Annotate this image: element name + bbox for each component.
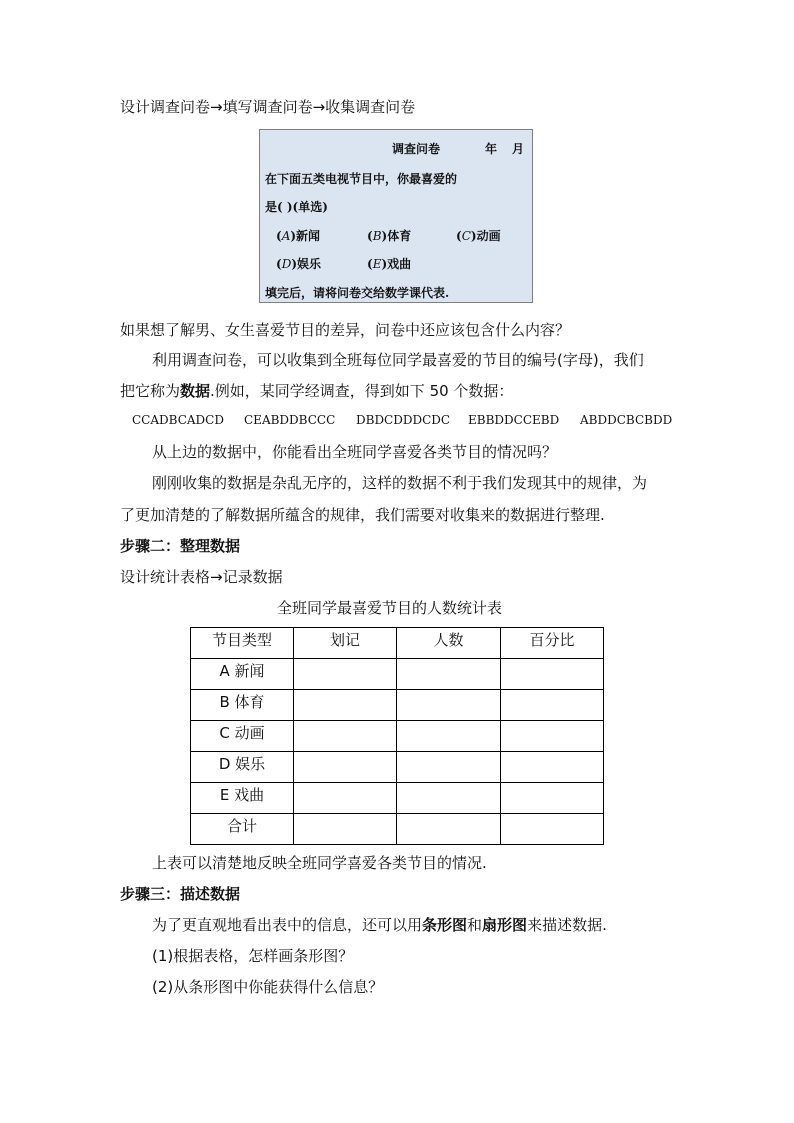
paragraph-3-line-2: 了更加清楚的了解数据所蕴含的规律，我们需要对收集来的数据进行整理. (120, 506, 605, 524)
table-header-cell: 百分比 (501, 628, 604, 659)
table-row (191, 659, 604, 690)
table-row-label: B 体育 (191, 690, 294, 721)
table-cell (397, 659, 501, 690)
flow-survey-steps: 设计调查问卷→填写调查问卷→收集调查问卷 (120, 98, 416, 116)
table-cell (294, 721, 397, 752)
paragraph-3-line-1: 刚刚收集的数据是杂乱无序的，这样的数据不利于我们发现其中的规律，为 (152, 474, 648, 492)
table-cell (501, 783, 604, 814)
table-cell (294, 690, 397, 721)
table-row-label: A 新闻 (191, 659, 294, 690)
table-cell (294, 752, 397, 783)
table-cell (397, 690, 501, 721)
paragraph-4: 为了更直观地看出表中的信息，还可以用条形图和扇形图来描述数据. (152, 916, 607, 934)
table-row-label: C 动画 (191, 721, 294, 752)
table-cell (397, 752, 501, 783)
survey-option-a: (A)新闻 (276, 229, 321, 243)
survey-option-c: (C)动画 (456, 229, 501, 243)
table-cell (294, 659, 397, 690)
survey-option-d: (D)娱乐 (276, 257, 322, 271)
table-row (191, 690, 604, 721)
table-cell (397, 721, 501, 752)
table-row (191, 721, 604, 752)
paragraph-1-line-1: 利用调查问卷，可以收集到全班每位同学最喜爱的节目的编号(字母)，我们 (152, 351, 644, 369)
table-cell (294, 783, 397, 814)
data-group-1: CCADBCADCD (132, 413, 224, 427)
table-row-label: D 娱乐 (191, 752, 294, 783)
table-header-row (191, 628, 604, 659)
table-header-cell: 划记 (294, 628, 397, 659)
data-group-3: DBDCDDDCDC (356, 413, 451, 427)
table-cell (397, 814, 501, 845)
survey-question-line2: 是( )(单选) (265, 200, 328, 214)
survey-title: 调查问卷 (392, 142, 441, 156)
table-cell (501, 721, 604, 752)
survey-month: 月 (512, 142, 525, 156)
table-row (191, 783, 604, 814)
table-header-cell: 节目类型 (191, 628, 294, 659)
table-title: 全班同学最喜爱节目的人数统计表 (277, 599, 503, 617)
survey-footer: 填完后，请将问卷交给数学课代表. (265, 286, 450, 300)
data-group-5: ABDDCBCBDD (580, 413, 673, 427)
step-2-heading: 步骤二：整理数据 (120, 537, 241, 555)
table-row-label: E 戏曲 (191, 783, 294, 814)
paragraph-1-line-2: 把它称为数据.例如，某同学经调查，得到如下 50 个数据： (120, 382, 514, 400)
table-row (191, 814, 604, 845)
table-cell (501, 752, 604, 783)
table-row-label: 合计 (191, 814, 294, 845)
flow-table-steps: 设计统计表格→记录数据 (120, 568, 283, 586)
survey-option-b: (B)体育 (367, 229, 412, 243)
survey-year: 年 (485, 142, 498, 156)
data-group-4: EBBDDCCEBD (468, 413, 560, 427)
survey-option-e: (E)戏曲 (367, 257, 412, 271)
question-gender-difference: 如果想了解男、女生喜爱节目的差异，问卷中还应该包含什么内容？ (120, 321, 571, 339)
data-group-2: CEABDDBCCC (244, 413, 336, 427)
table-cell (501, 814, 604, 845)
table-cell (501, 690, 604, 721)
step-3-heading: 步骤三：描述数据 (120, 885, 241, 903)
table-cell (501, 659, 604, 690)
survey-questionnaire-box (259, 129, 533, 303)
question-1: (1)根据表格，怎样画条形图？ (152, 947, 354, 965)
question-2: (2)从条形图中你能获得什么信息？ (152, 978, 384, 996)
table-note: 上表可以清楚地反映全班同学喜爱各类节目的情况. (152, 854, 487, 872)
table-cell (397, 783, 501, 814)
paragraph-2: 从上边的数据中，你能看出全班同学喜爱各类节目的情况吗？ (152, 443, 558, 461)
statistics-table (190, 627, 604, 845)
survey-question-line1: 在下面五类电视节目中，你最喜爱的 (265, 172, 458, 186)
table-row (191, 752, 604, 783)
table-header-cell: 人数 (397, 628, 501, 659)
table-cell (294, 814, 397, 845)
